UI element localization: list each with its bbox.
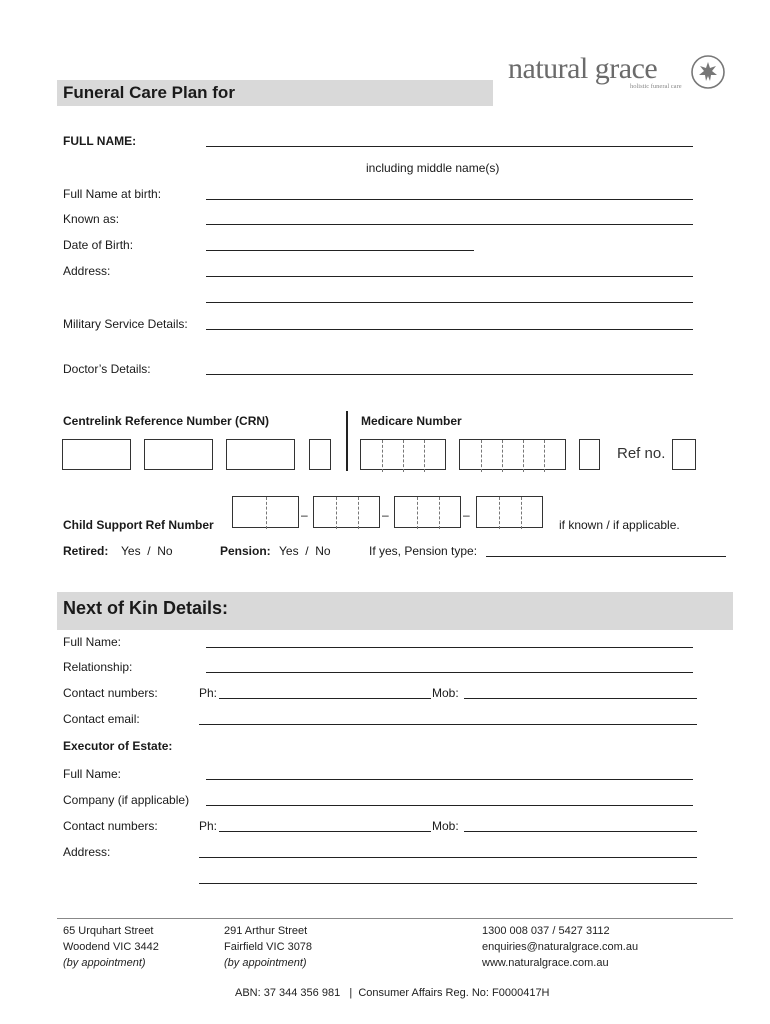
kin-section-title: Next of Kin Details: <box>63 598 229 618</box>
kin-ph-label: Ph: <box>199 686 218 700</box>
digit-divider <box>417 497 418 529</box>
middle-name-note: including middle name(s) <box>366 161 500 175</box>
military-label: Military Service Details: <box>63 317 188 331</box>
page-title: Funeral Care Plan for <box>63 83 235 102</box>
retired-label: Retired: <box>63 544 109 558</box>
pension-label: Pension: <box>220 544 271 558</box>
kin-email-label: Contact email: <box>63 712 140 726</box>
military-field[interactable] <box>206 329 693 330</box>
pension-type-field[interactable] <box>486 556 726 557</box>
digit-divider <box>523 440 524 472</box>
digit-divider <box>499 497 500 529</box>
birth-name-field[interactable] <box>206 199 693 200</box>
known-as-field[interactable] <box>206 224 693 225</box>
child-support-box-2[interactable] <box>313 496 380 528</box>
digit-divider <box>403 440 404 472</box>
executor-contact-label: Contact numbers: <box>63 819 158 833</box>
kin-relationship-field[interactable] <box>206 672 693 673</box>
footer-line: 291 Arthur Street <box>224 925 308 937</box>
medicare-box-3[interactable] <box>579 439 600 470</box>
birth-name-label: Full Name at birth: <box>63 187 162 201</box>
footer-phone: 1300 008 037 / 5427 3112 <box>482 925 610 937</box>
child-support-label: Child Support Ref Number <box>63 518 214 532</box>
kin-full-name-label: Full Name: <box>63 635 122 649</box>
known-as-label: Known as: <box>63 212 120 226</box>
dob-field[interactable] <box>206 250 474 251</box>
executor-address-field-1[interactable] <box>199 857 697 858</box>
executor-mob-label: Mob: <box>432 819 459 833</box>
digit-divider <box>424 440 425 472</box>
digit-divider <box>544 440 545 472</box>
digit-divider <box>481 440 482 472</box>
kin-mob-field[interactable] <box>464 698 697 699</box>
executor-title: Executor of Estate: <box>63 739 173 753</box>
footer-address-woodend <box>63 923 159 971</box>
digit-divider <box>266 497 267 529</box>
ref-no-box[interactable] <box>672 439 696 470</box>
child-support-box-3[interactable] <box>394 496 461 528</box>
crn-box-2[interactable] <box>144 439 213 470</box>
ref-no-label: Ref no. <box>617 445 666 462</box>
digit-divider <box>382 440 383 472</box>
address-label: Address: <box>63 264 111 278</box>
crn-box-4[interactable] <box>309 439 331 470</box>
child-support-box-1[interactable] <box>232 496 299 528</box>
digit-divider <box>439 497 440 529</box>
kin-mob-label: Mob: <box>432 686 459 700</box>
footer-email-link[interactable]: enquiries@naturalgrace.com.au <box>482 941 639 953</box>
child-support-box-4[interactable] <box>476 496 543 528</box>
footer-divider <box>57 918 733 919</box>
pension-options[interactable]: Yes / No <box>279 544 331 558</box>
separator-dash: – <box>382 508 389 522</box>
executor-company-field[interactable] <box>206 805 693 806</box>
dob-label: Date of Birth: <box>63 238 134 252</box>
kin-contact-label: Contact numbers: <box>63 686 158 700</box>
executor-company-label: Company (if applicable) <box>63 793 190 807</box>
medicare-box-1[interactable] <box>360 439 446 470</box>
executor-full-name-label: Full Name: <box>63 767 122 781</box>
kin-ph-field[interactable] <box>219 698 431 699</box>
digit-divider <box>358 497 359 529</box>
doctor-field[interactable] <box>206 374 693 375</box>
divider <box>346 411 348 471</box>
doctor-label: Doctor’s Details: <box>63 362 151 376</box>
full-name-field[interactable] <box>206 146 693 147</box>
if-known-note: if known / if applicable. <box>559 518 680 532</box>
executor-full-name-field[interactable] <box>206 779 693 780</box>
kin-full-name-field[interactable] <box>206 647 693 648</box>
executor-ph-field[interactable] <box>219 831 431 832</box>
full-name-label: FULL NAME: <box>63 134 137 148</box>
footer-website-link[interactable]: www.naturalgrace.com.au <box>482 957 609 969</box>
logo-tagline: holistic funeral care <box>630 83 682 90</box>
executor-ph-label: Ph: <box>199 819 218 833</box>
footer-line: Woodend VIC 3442 <box>63 941 159 953</box>
digit-divider <box>336 497 337 529</box>
executor-mob-field[interactable] <box>464 831 697 832</box>
crn-box-1[interactable] <box>62 439 131 470</box>
digit-divider <box>502 440 503 472</box>
footer-line: 65 Urquhart Street <box>63 925 154 937</box>
footer-line: (by appointment) <box>224 957 307 969</box>
executor-address-field-2[interactable] <box>199 883 697 884</box>
logo-wordmark: natural grace <box>508 52 658 85</box>
footer-contact <box>482 923 638 971</box>
kin-email-field[interactable] <box>199 724 697 725</box>
medicare-label: Medicare Number <box>361 414 462 428</box>
retired-options[interactable]: Yes / No <box>121 544 173 558</box>
separator-dash: – <box>301 508 308 522</box>
address-field-1[interactable] <box>206 276 693 277</box>
address-field-2[interactable] <box>206 302 693 303</box>
separator-dash: – <box>463 508 470 522</box>
digit-divider <box>521 497 522 529</box>
crn-label: Centrelink Reference Number (CRN) <box>63 414 270 428</box>
footer-line: (by appointment) <box>63 957 146 969</box>
kin-relationship-label: Relationship: <box>63 660 133 674</box>
crn-box-3[interactable] <box>226 439 295 470</box>
medicare-box-2[interactable] <box>459 439 566 470</box>
leaf-logo-icon <box>690 54 726 90</box>
footer-line: Fairfield VIC 3078 <box>224 941 313 953</box>
pension-type-label: If yes, Pension type: <box>369 544 478 558</box>
footer-registration: ABN: 37 344 356 981 | Consumer Affairs Reg. No: F0000417H <box>235 987 550 999</box>
footer-address-fairfield <box>224 923 312 971</box>
executor-address-label: Address: <box>63 845 111 859</box>
